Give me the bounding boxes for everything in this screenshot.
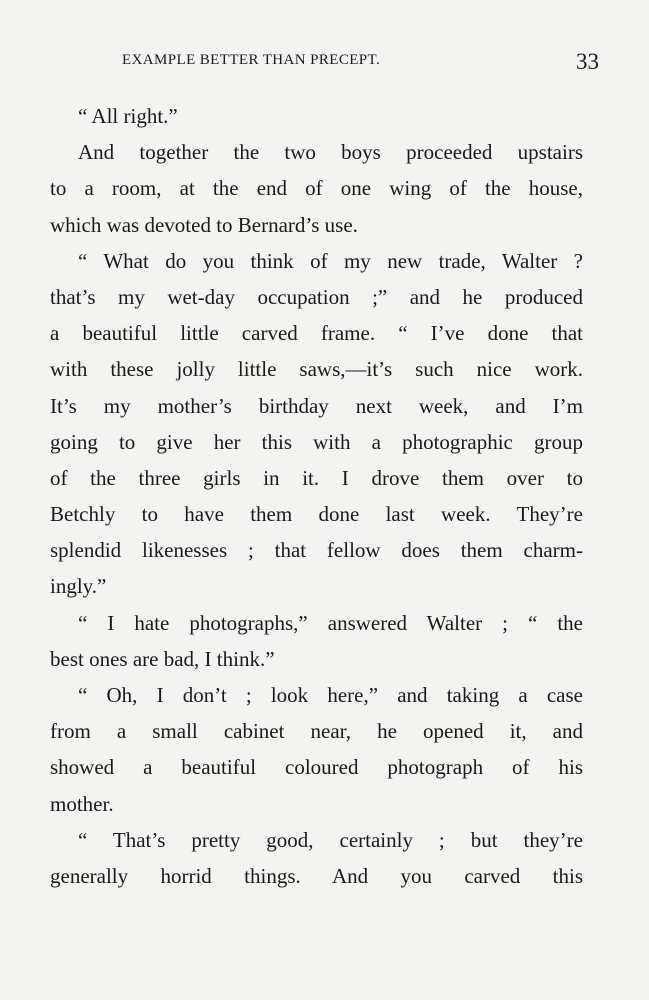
running-title: EXAMPLE BETTER THAN PRECEPT. <box>122 52 381 68</box>
text-line: to a room, at the end of one wing of the house, <box>50 176 583 201</box>
text-line: best ones are bad, I think.” <box>50 646 275 671</box>
page-number: 33 <box>576 49 599 74</box>
text-line: with these jolly little saws,—it’s such nice work. <box>50 357 583 382</box>
text-line: “ All right.” <box>78 104 178 128</box>
page-header <box>50 49 601 78</box>
text-line: that’s my wet-day occupation ;” and he produced <box>50 284 583 309</box>
text-line: from a small cabinet near, he opened it, and <box>50 719 583 744</box>
text-line: going to give her this with a photographic group <box>50 429 583 454</box>
text-line: Betchly to have them done last week. They’re <box>50 502 583 527</box>
text-line: “ Oh, I don’t ; look here,” and taking a case <box>78 683 583 707</box>
text-line: of the three girls in it. I drove them over to <box>50 465 583 490</box>
text-line: which was devoted to Bernard’s use. <box>50 212 358 237</box>
text-line: And together the two boys proceeded upstairs <box>78 140 583 165</box>
text-line: “ I hate photographs,” answered Walter ; “ the <box>78 610 583 635</box>
text-line: splendid likenesses ; that fellow does them charm- <box>50 538 583 563</box>
text-line: “ That’s pretty good, certainly ; but they’re <box>78 827 583 852</box>
text-line: showed a beautiful coloured photograph of his <box>50 755 583 780</box>
text-line: “ What do you think of my new trade, Walter ? <box>78 248 583 273</box>
text-line: a beautiful little carved frame. “ I’ve done that <box>50 321 583 346</box>
text-line: mother. <box>50 791 114 816</box>
text-line: ingly.” <box>50 574 107 599</box>
text-line: It’s my mother’s birthday next week, and I’m <box>50 393 583 418</box>
text-line: generally horrid things. And you carved this <box>50 863 583 888</box>
body-text <box>50 98 583 894</box>
